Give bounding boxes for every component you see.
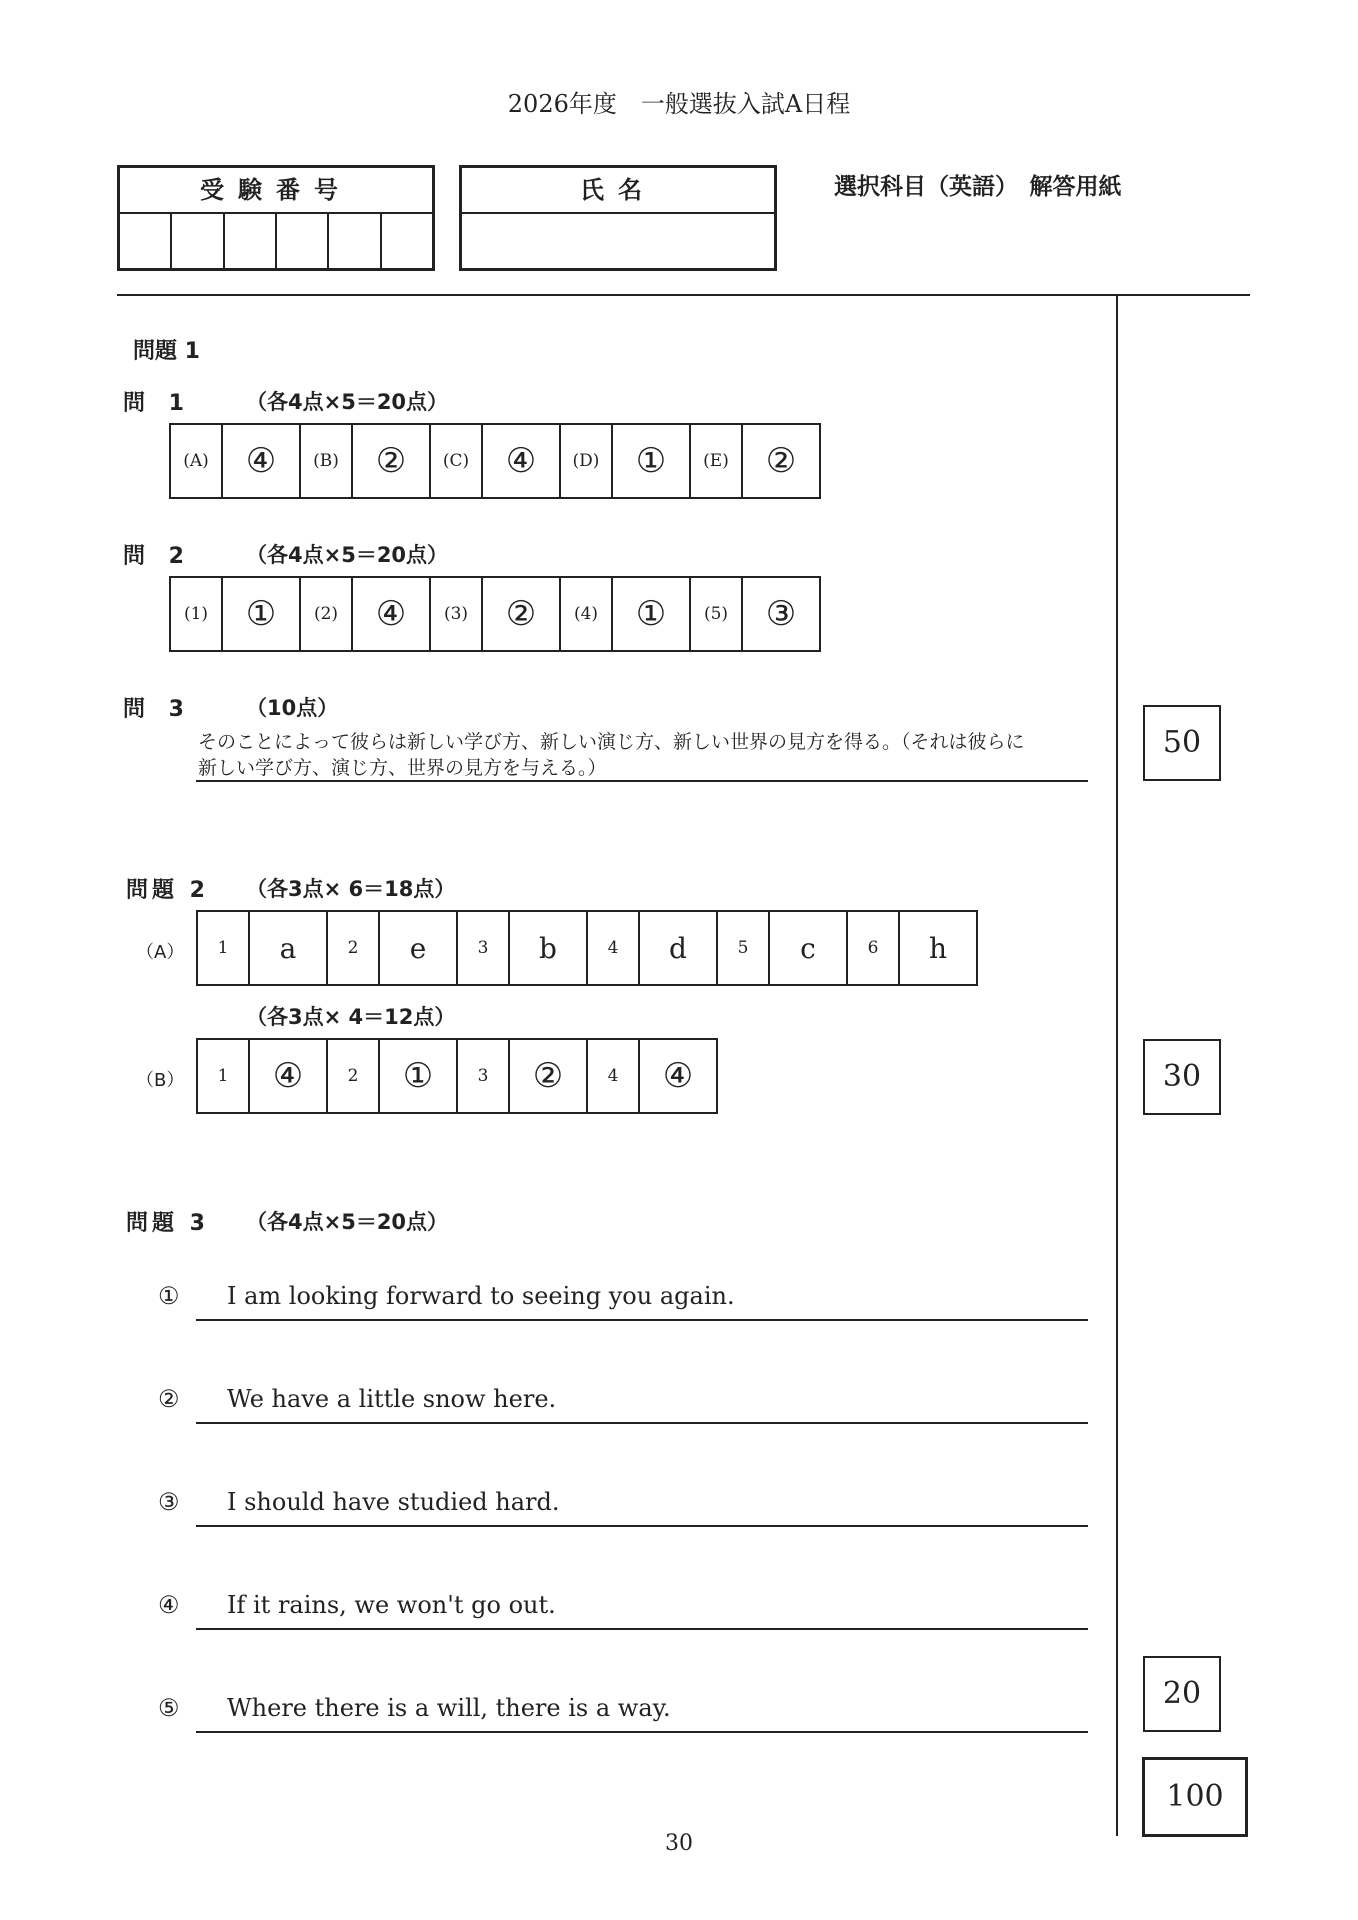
answer-key-cell: 3 — [457, 911, 509, 985]
q2-points-a: （各3点× 6＝18点） — [246, 877, 456, 901]
q3-answer-number: ① — [158, 1282, 180, 1310]
q1-sub3-answer-line2: 新しい学び方、演じ方、世界の見方を与える。） — [198, 757, 607, 779]
q3-answer-underline[interactable] — [196, 1525, 1088, 1527]
subject-title: 選択科目（英語） 解答用紙 — [834, 174, 1122, 200]
answer-key-cell: 2 — [327, 911, 379, 985]
answer-key-cell: 1 — [197, 1039, 249, 1113]
q2-b-table — [196, 1038, 718, 1114]
q3-answer-text: We have a little snow here. — [227, 1385, 557, 1413]
q1-sub1-label: 問 1 — [123, 391, 192, 416]
total-score-box: 100 — [1142, 1757, 1248, 1837]
q3-answer-underline[interactable] — [196, 1731, 1088, 1733]
q1-sub2-table — [169, 576, 821, 652]
answer-value-cell[interactable]: ④ — [639, 1039, 717, 1113]
q1-sub3-label: 問 3 — [123, 697, 192, 722]
answer-key-cell: (3) — [430, 577, 482, 651]
q2-b-label: （B） — [136, 1070, 185, 1091]
q1-label: 問題 1 — [133, 339, 200, 364]
answer-value-cell[interactable]: a — [249, 911, 327, 985]
exam-number-digit-cell[interactable] — [382, 214, 432, 268]
q3-answer-underline[interactable] — [196, 1628, 1088, 1630]
q3-answer-text: I am looking forward to seeing you again. — [227, 1282, 735, 1310]
answer-value-cell[interactable]: b — [509, 911, 587, 985]
q2-label: 問題 2 — [126, 878, 209, 903]
q3-label: 問題 3 — [126, 1211, 209, 1236]
q2-a-table — [196, 910, 978, 986]
q3-answer-text: Where there is a will, there is a way. — [227, 1694, 671, 1722]
answer-key-cell: (D) — [560, 424, 612, 498]
exam-number-digit-cell[interactable] — [277, 214, 329, 268]
q3-answer-underline[interactable] — [196, 1319, 1088, 1321]
answer-value-cell[interactable]: ② — [742, 424, 820, 498]
q3-answer-number: ③ — [158, 1488, 180, 1516]
name-box — [459, 165, 777, 271]
q3-answer-text: If it rains, we won't go out. — [227, 1591, 556, 1619]
q3-answer-number: ⑤ — [158, 1694, 180, 1722]
answer-value-cell[interactable]: ① — [612, 577, 690, 651]
answer-value-cell[interactable]: ④ — [222, 424, 300, 498]
exam-number-digit-cell[interactable] — [329, 214, 381, 268]
q2-a-label: （A） — [136, 942, 185, 963]
answer-key-cell: 2 — [327, 1039, 379, 1113]
answer-key-cell: 4 — [587, 911, 639, 985]
answer-value-cell[interactable]: d — [639, 911, 717, 985]
answer-key-cell: 5 — [717, 911, 769, 985]
answer-key-cell: (2) — [300, 577, 352, 651]
exam-number-label: 受験番号 — [120, 168, 432, 214]
answer-value-cell[interactable]: h — [899, 911, 977, 985]
answer-key-cell: (5) — [690, 577, 742, 651]
name-label: 氏名 — [462, 168, 774, 214]
q2-points-b: （各3点× 4＝12点） — [246, 1005, 456, 1029]
answer-key-cell: 3 — [457, 1039, 509, 1113]
q3-points: （各4点×5＝20点） — [246, 1210, 449, 1234]
q3-answer-underline[interactable] — [196, 1422, 1088, 1424]
answer-value-cell[interactable]: ② — [509, 1039, 587, 1113]
answer-value-cell[interactable]: ③ — [742, 577, 820, 651]
answer-value-cell[interactable]: ① — [379, 1039, 457, 1113]
q1-sub3-points: （10点） — [246, 696, 339, 720]
answer-value-cell[interactable]: e — [379, 911, 457, 985]
answer-value-cell[interactable]: ④ — [352, 577, 430, 651]
q1-score-box: 50 — [1143, 705, 1221, 781]
q1-sub2-label: 問 2 — [123, 544, 192, 569]
answer-key-cell: (C) — [430, 424, 482, 498]
page-number: 30 — [665, 1831, 693, 1856]
answer-value-cell[interactable]: ① — [222, 577, 300, 651]
q3-score-box: 20 — [1143, 1656, 1221, 1732]
exam-number-digit-cell[interactable] — [120, 214, 172, 268]
answer-value-cell[interactable]: ④ — [482, 424, 560, 498]
page-title: 2026年度 一般選抜入試A日程 — [507, 90, 851, 118]
q1-sub3-answer-underline[interactable] — [196, 780, 1088, 782]
answer-value-cell[interactable]: ② — [482, 577, 560, 651]
answer-value-cell[interactable]: ④ — [249, 1039, 327, 1113]
answer-key-cell: (B) — [300, 424, 352, 498]
answer-key-cell: (1) — [170, 577, 222, 651]
answer-key-cell: 1 — [197, 911, 249, 985]
answer-key-cell: 4 — [587, 1039, 639, 1113]
q1-sub1-points: （各4点×5＝20点） — [246, 390, 449, 414]
answer-value-cell[interactable]: ② — [352, 424, 430, 498]
exam-number-box — [117, 165, 435, 271]
exam-number-digit-cell[interactable] — [225, 214, 277, 268]
answer-key-cell: (E) — [690, 424, 742, 498]
answer-value-cell[interactable]: c — [769, 911, 847, 985]
q1-sub2-points: （各4点×5＝20点） — [246, 543, 449, 567]
q1-sub1-table — [169, 423, 821, 499]
score-column-divider — [1116, 294, 1118, 1836]
answer-key-cell: (4) — [560, 577, 612, 651]
answer-key-cell: 6 — [847, 911, 899, 985]
exam-number-digit-cell[interactable] — [172, 214, 224, 268]
q3-answer-text: I should have studied hard. — [227, 1488, 560, 1516]
name-field[interactable] — [462, 214, 774, 268]
header-divider — [117, 294, 1250, 296]
answer-value-cell[interactable]: ① — [612, 424, 690, 498]
answer-key-cell: (A) — [170, 424, 222, 498]
q2-score-box: 30 — [1143, 1039, 1221, 1115]
q1-sub3-answer-line1: そのことによって彼らは新しい学び方、新しい演じ方、新しい世界の見方を得る。（それは彼らに — [198, 731, 1025, 753]
q3-answer-number: ② — [158, 1385, 180, 1413]
q3-answer-number: ④ — [158, 1591, 180, 1619]
